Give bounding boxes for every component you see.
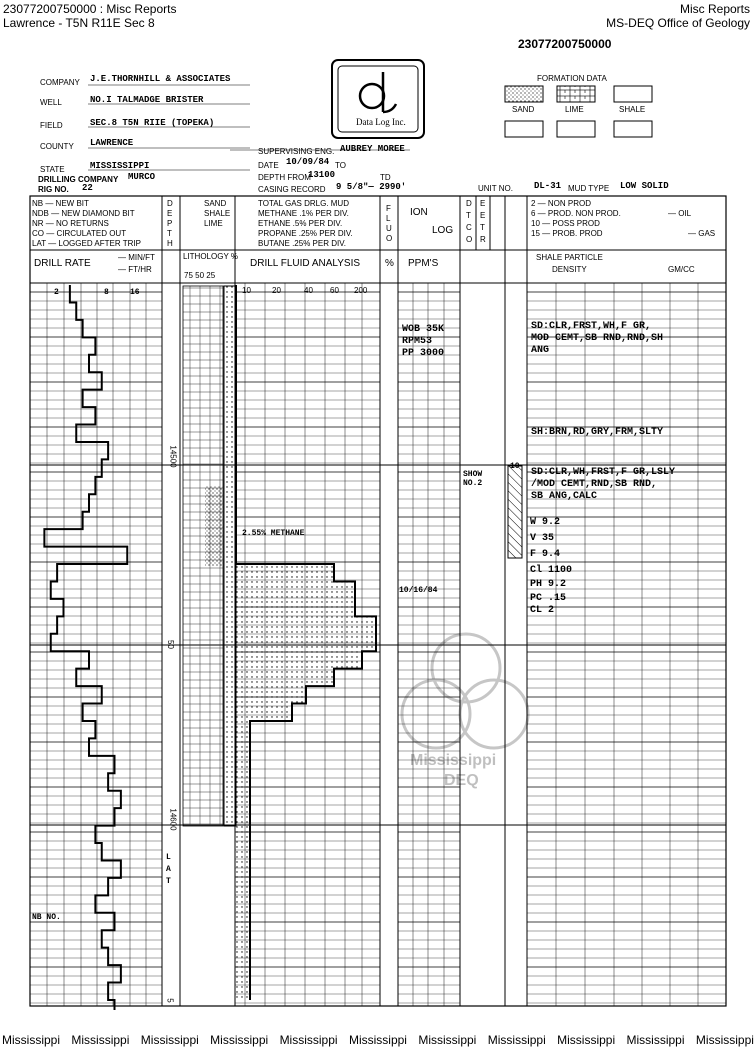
date-value: 10/09/84 (286, 157, 330, 167)
well-value: NO.I TALMADGE BRISTER (90, 95, 204, 105)
formation-sand-box (505, 86, 543, 102)
det-letter-6: T (480, 223, 485, 232)
det-letter-2: E (480, 199, 486, 208)
gas-legend-4: PROPANE .25% PER DIV. (258, 229, 353, 238)
rig-label: RIG NO. (38, 185, 69, 194)
legend-bit-4: CO — CIRCULATED OUT (32, 229, 127, 238)
formation-title: FORMATION DATA (537, 74, 607, 83)
footer-word: Mississippi (348, 1033, 407, 1047)
det-letter-8: R (480, 235, 486, 244)
footer-word: Mississippi (487, 1033, 546, 1047)
gas-tick-60: 60 (330, 286, 339, 295)
drilling-param-2: RPM53 (402, 336, 433, 347)
lithology-header: LITHOLOGY % (183, 252, 238, 261)
show-value: 10 (510, 462, 520, 471)
watermark-text-2: DEQ (444, 772, 479, 789)
footer-word: Mississippi (71, 1033, 130, 1047)
oil-label: — OIL (668, 209, 692, 218)
pct-header: % (385, 258, 394, 269)
det-letter-4: E (480, 211, 486, 220)
mud-prop-3: F 9.4 (530, 549, 561, 560)
footer-word: Mississippi (695, 1033, 754, 1047)
unit-label: UNIT NO. (478, 184, 513, 193)
rate-tick-8: 8 (104, 288, 109, 297)
footer-strip (0, 1033, 756, 1047)
ion-label: ION (410, 207, 428, 218)
code-2: 6 — PROD. NON PROD. (531, 209, 621, 218)
formation-lime-box (557, 86, 595, 102)
footer-word: Mississippi (210, 1033, 269, 1047)
mud-value: LOW SOLID (620, 181, 669, 191)
ppm-header: PPM'S (408, 258, 439, 269)
ion-letter-3: U (386, 224, 392, 233)
ft-hr-label: — FT/HR (118, 265, 152, 274)
gas-legend-3: ETHANE .5% PER DIV. (258, 219, 343, 228)
county-label: COUNTY (40, 142, 74, 151)
depth-mark-5: 5 (165, 998, 175, 1003)
det-letter-3: T (466, 211, 471, 220)
gas-tick-40: 40 (304, 286, 313, 295)
mud-label: MUD TYPE (568, 184, 610, 193)
mud-prop-2: V 35 (530, 533, 555, 544)
desc-2-line-1: SH:BRN,RD,GRY,FRM,SLTY (531, 427, 664, 438)
desc-1-line-1: SD:CLR,FRST,WH,F GR, (531, 321, 652, 332)
field-value: SEC.8 T5N RIIE (TOPEKA) (90, 118, 215, 128)
shale-particle-header: SHALE PARTICLE (536, 253, 603, 262)
gas-legend-1: TOTAL GAS DRLG. MUD (258, 199, 349, 208)
page-header-right-2: MS-DEQ Office of Geology (606, 16, 750, 30)
gas-tick-20: 20 (272, 286, 281, 295)
well-label: WELL (40, 98, 62, 107)
code-3: 10 — POSS PROD (531, 219, 600, 228)
date-note: 10/16/84 (399, 586, 438, 595)
nb-note: NB NO. (32, 913, 61, 922)
depth-letter-e: E (167, 209, 173, 218)
lith-legend-lime: LIME (204, 219, 223, 228)
desc-1-line-3: ANG (531, 345, 550, 356)
depth-letter-t: T (167, 229, 172, 238)
show-box (508, 466, 522, 558)
formation-shale-box (614, 86, 652, 102)
log-label: LOG (432, 225, 454, 236)
footer-word: Mississippi (418, 1033, 477, 1047)
formation-shale-label: SHALE (619, 105, 646, 114)
depth-mark-14600: 14600 (168, 808, 178, 831)
footer-word: Mississippi (626, 1033, 685, 1047)
footer-word: Mississippi (2, 1033, 61, 1047)
state-label: STATE (40, 165, 65, 174)
date-label: DATE (258, 161, 279, 170)
state-value: MISSISSIPPI (90, 161, 150, 171)
page-header-left-1: 23077200750000 : Misc Reports (3, 2, 177, 16)
desc-3-line-3: SB ANG,CALC (531, 491, 598, 502)
code-1: 2 — NON PROD (531, 199, 592, 208)
footer-word: Mississippi (557, 1033, 616, 1047)
depth-mark-50: 50 (165, 640, 175, 649)
mud-prop-1: W 9.2 (530, 517, 561, 528)
footer-word: Mississippi (279, 1033, 338, 1047)
formation-sand-label: SAND (512, 105, 535, 114)
lith-legend-sand: SAND (204, 199, 227, 208)
drill-rate-curve (44, 285, 127, 1010)
formation-lime-label: LIME (565, 105, 584, 114)
api-number: 23077200750000 (518, 37, 612, 51)
legend-bit-2: NDB — NEW DIAMOND BIT (32, 209, 135, 218)
supervising-value: AUBREY MOREE (340, 144, 405, 154)
ion-letter-4: O (386, 234, 393, 243)
methane-note: 2.55% METHANE (242, 529, 305, 538)
total-gas-curve (236, 285, 376, 1000)
page-header-left-2: Lawrence - T5N R11E Sec 8 (3, 16, 155, 30)
footer-word: Mississippi (140, 1033, 199, 1047)
casing-track (224, 286, 236, 826)
rate-tick-2: 2 (54, 288, 59, 297)
show-note: SHOW NO.2 (463, 470, 483, 488)
density-unit: GM/CC (668, 265, 695, 274)
gas-label: — GAS (688, 229, 716, 238)
casing-label: CASING RECORD (258, 185, 326, 194)
depth-value: 13100 (308, 170, 336, 180)
rate-tick-16: 16 (130, 288, 140, 297)
depth-letter-p: P (167, 219, 173, 228)
gas-legend-5: BUTANE .25% PER DIV. (258, 239, 347, 248)
legend-bit-5: LAT — LOGGED AFTER TRIP (32, 239, 141, 248)
mud-prop-6: PC .15 (530, 593, 567, 604)
mud-prop-7: CL 2 (530, 605, 555, 616)
unit-value: DL-31 (534, 181, 562, 191)
fluid-header: DRILL FLUID ANALYSIS (250, 258, 361, 269)
casing-value: 9 5/8"— 2990' (336, 182, 407, 192)
desc-3-line-2: /MOD CEMT,RND,SB RND, (531, 479, 658, 490)
drill-rate-header: DRILL RATE (34, 258, 91, 269)
page-header-right-1: Misc Reports (679, 2, 750, 16)
td-label: TD (380, 173, 391, 182)
lith-scale: 75 50 25 (184, 271, 216, 280)
rig-value: 22 (82, 183, 93, 193)
total-gas-fill (236, 285, 376, 1000)
min-ft-label: — MIN/FT (118, 253, 155, 262)
drill-rate-line (44, 285, 127, 1010)
depth-mark-14500: 14500 (168, 445, 178, 468)
drilling-value: MURCO (128, 172, 156, 182)
det-letter-7: O (466, 235, 473, 244)
gas-legend-2: METHANE .1% PER DIV. (258, 209, 349, 218)
mud-prop-4: Cl 1100 (530, 565, 573, 576)
company-value: J.E.THORNHILL & ASSOCIATES (90, 74, 231, 84)
drilling-param-1: WOB 35K (402, 324, 445, 335)
desc-3-line-1: SD:CLR,WH,FRST,F GR,LSLY (531, 467, 676, 478)
lat-note: L A T (166, 853, 171, 886)
density-label: DENSITY (552, 265, 587, 274)
ion-letter-2: L (386, 214, 391, 223)
to-label: TO (335, 161, 346, 170)
lith-legend-shale: SHALE (204, 209, 231, 218)
ion-letter-1: F (386, 204, 391, 213)
watermark-text-1: Mississippi (410, 752, 497, 769)
gas-tick-10: 10 (242, 286, 251, 295)
gas-tick-200: 200 (354, 286, 368, 295)
drilling-param-3: PP 3000 (402, 348, 445, 359)
legend-bit-3: NR — NO RETURNS (32, 219, 109, 228)
depth-label: DEPTH FROM (258, 173, 311, 182)
depth-letter-d: D (167, 199, 173, 208)
county-value: LAWRENCE (90, 138, 134, 148)
supervising-label: SUPERVISING ENG. (258, 147, 335, 156)
depth-letter-h: H (167, 239, 173, 248)
mud-prop-5: PH 9.2 (530, 579, 567, 590)
legend-bit-1: NB — NEW BIT (32, 199, 89, 208)
logo-text: Data Log Inc. (356, 117, 406, 127)
company-label: COMPANY (40, 78, 80, 87)
field-label: FIELD (40, 121, 63, 130)
watermark-logo (402, 634, 528, 748)
desc-1-line-2: MOD CEMT,SB RND,RND,SH (531, 333, 664, 344)
lithology-sand-interval (205, 486, 223, 566)
det-letter-5: C (466, 223, 472, 232)
code-4: 15 — PROB. PROD (531, 229, 603, 238)
drilling-label: DRILLING COMPANY (38, 175, 119, 184)
det-letter-1: D (466, 199, 472, 208)
